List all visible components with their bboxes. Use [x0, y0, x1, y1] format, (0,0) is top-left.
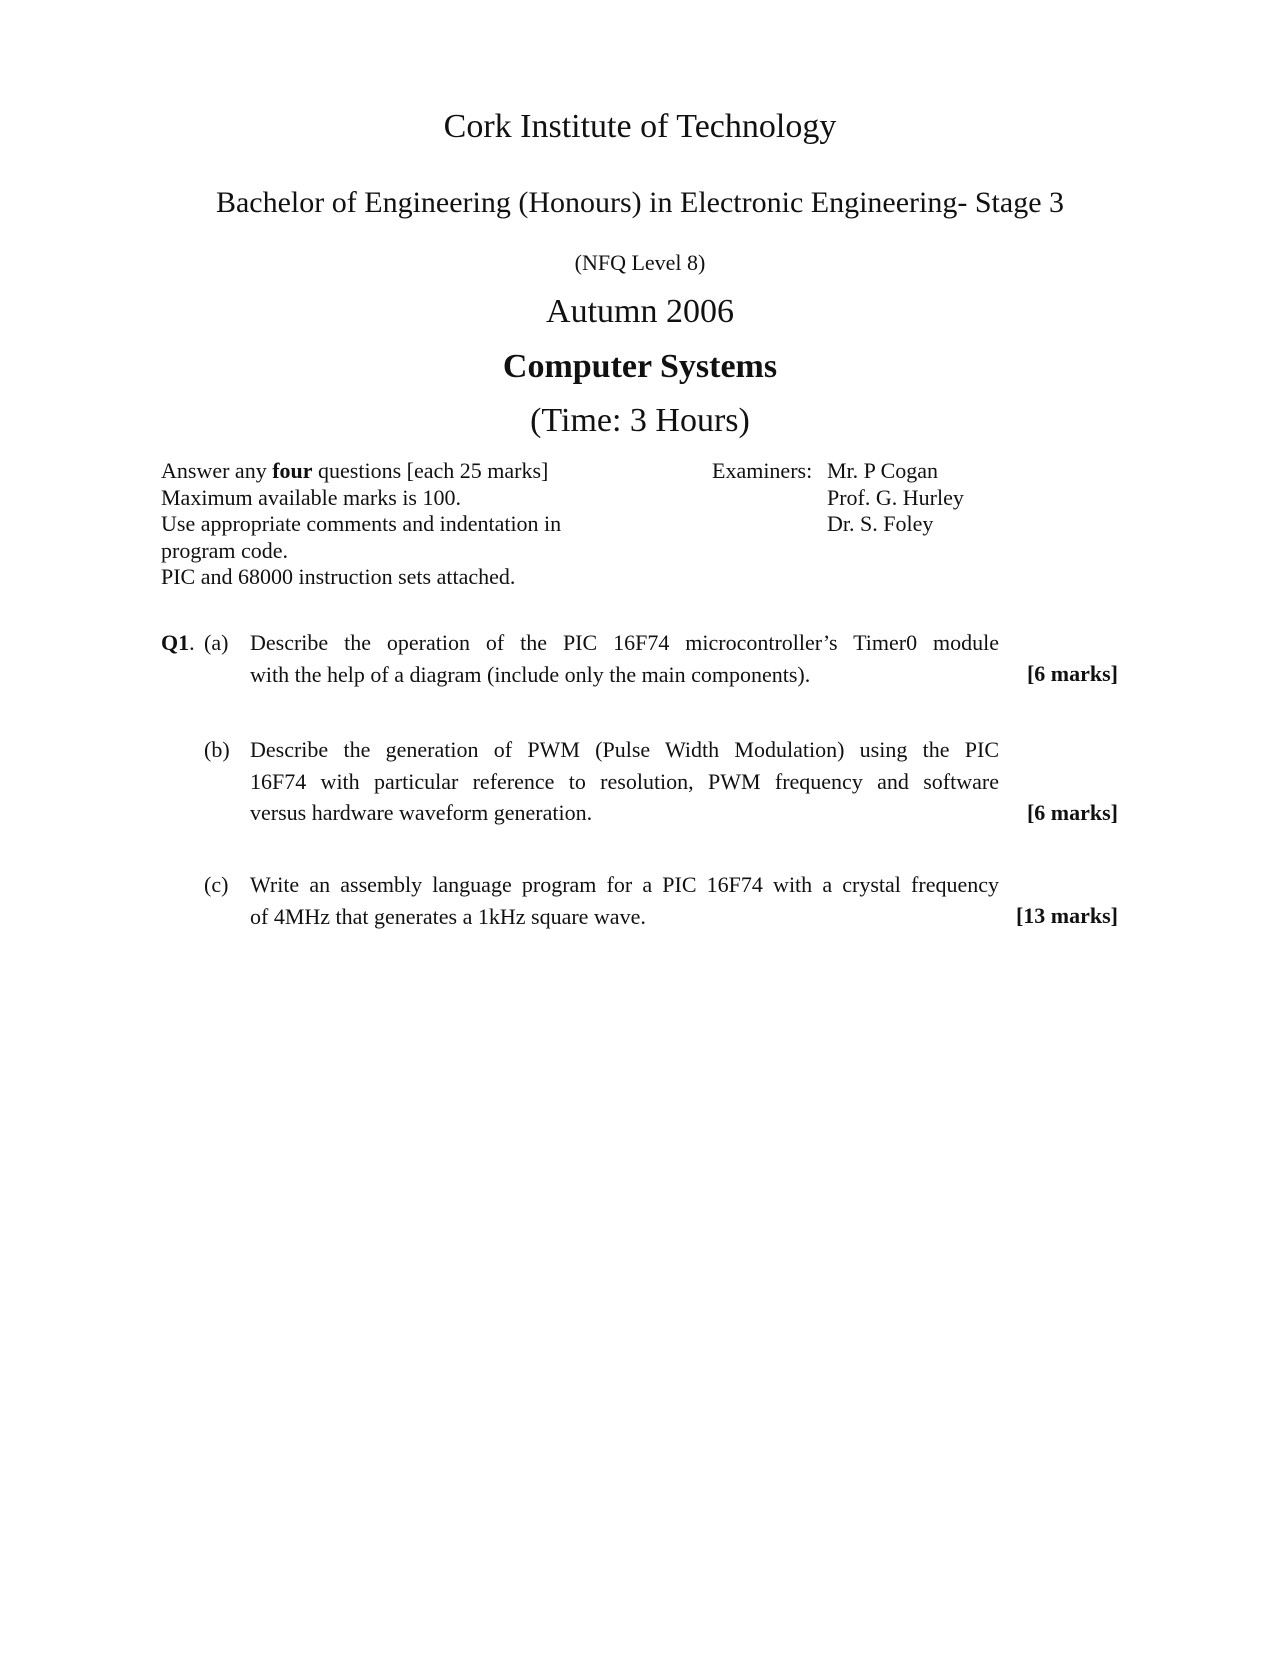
question-number-suffix: . [189, 630, 195, 655]
examiner-name: Prof. G. Hurley [827, 484, 964, 510]
part-text-line: 16F74 with particular reference to resolution, PWM frequency and software [250, 768, 999, 794]
subject-title: Computer Systems [502, 348, 778, 385]
instruction-line: program code. [161, 537, 289, 563]
part-text-a [250, 627, 999, 690]
nfq-level: (NFQ Level 8) [574, 250, 706, 275]
instruction-emphasis: four [272, 458, 313, 483]
part-text-line: of 4MHz that generates a 1kHz square wave. [250, 903, 646, 929]
exam-duration: (Time: 3 Hours) [530, 402, 750, 439]
examiner-name: Mr. P Cogan [827, 458, 939, 483]
instruction-line: Maximum available marks is 100. [161, 484, 461, 510]
part-text-line: Write an assembly language program for a PIC 16F74 with a crystal frequency [250, 872, 999, 897]
marks-badge-a: [6 marks] [1026, 661, 1118, 686]
examiner-name: Dr. S. Foley [827, 511, 934, 536]
part-label-a: (a) [204, 630, 229, 655]
instruction-line: PIC and 68000 instruction sets attached. [161, 564, 516, 589]
part-text-line: Describe the operation of the PIC 16F74 microcontroller’s Timer0 module [250, 630, 999, 655]
part-text-line: with the help of a diagram (include only the main components). [250, 661, 811, 687]
instruction-line [161, 458, 561, 485]
instruction-line: Use appropriate comments and indentation in [161, 511, 562, 536]
instruction-text: questions [each 25 marks] [312, 458, 549, 483]
exam-session: Autumn 2006 [546, 293, 734, 330]
examiners-label: Examiners: [712, 458, 813, 483]
exam-instructions [161, 458, 561, 591]
part-text-c [250, 869, 999, 932]
question-number [161, 630, 195, 656]
marks-badge-c: [13 marks] [1015, 903, 1118, 928]
examiners-list [827, 458, 964, 538]
part-label-b: (b) [204, 737, 230, 762]
part-text-line: versus hardware waveform generation. [250, 800, 593, 825]
part-label-c: (c) [204, 872, 229, 897]
institution-title: Cork Institute of Technology [443, 108, 837, 145]
question-number-label: Q1 [161, 630, 190, 655]
part-text-line: Describe the generation of PWM (Pulse Width Modulation) using the PIC [250, 737, 999, 762]
instruction-text: Answer any [161, 458, 273, 483]
part-text-b [250, 734, 999, 829]
programme-title: Bachelor of Engineering (Honours) in Electronic Engineering- Stage 3 [215, 186, 1065, 219]
marks-badge-b: [6 marks] [1026, 800, 1118, 825]
